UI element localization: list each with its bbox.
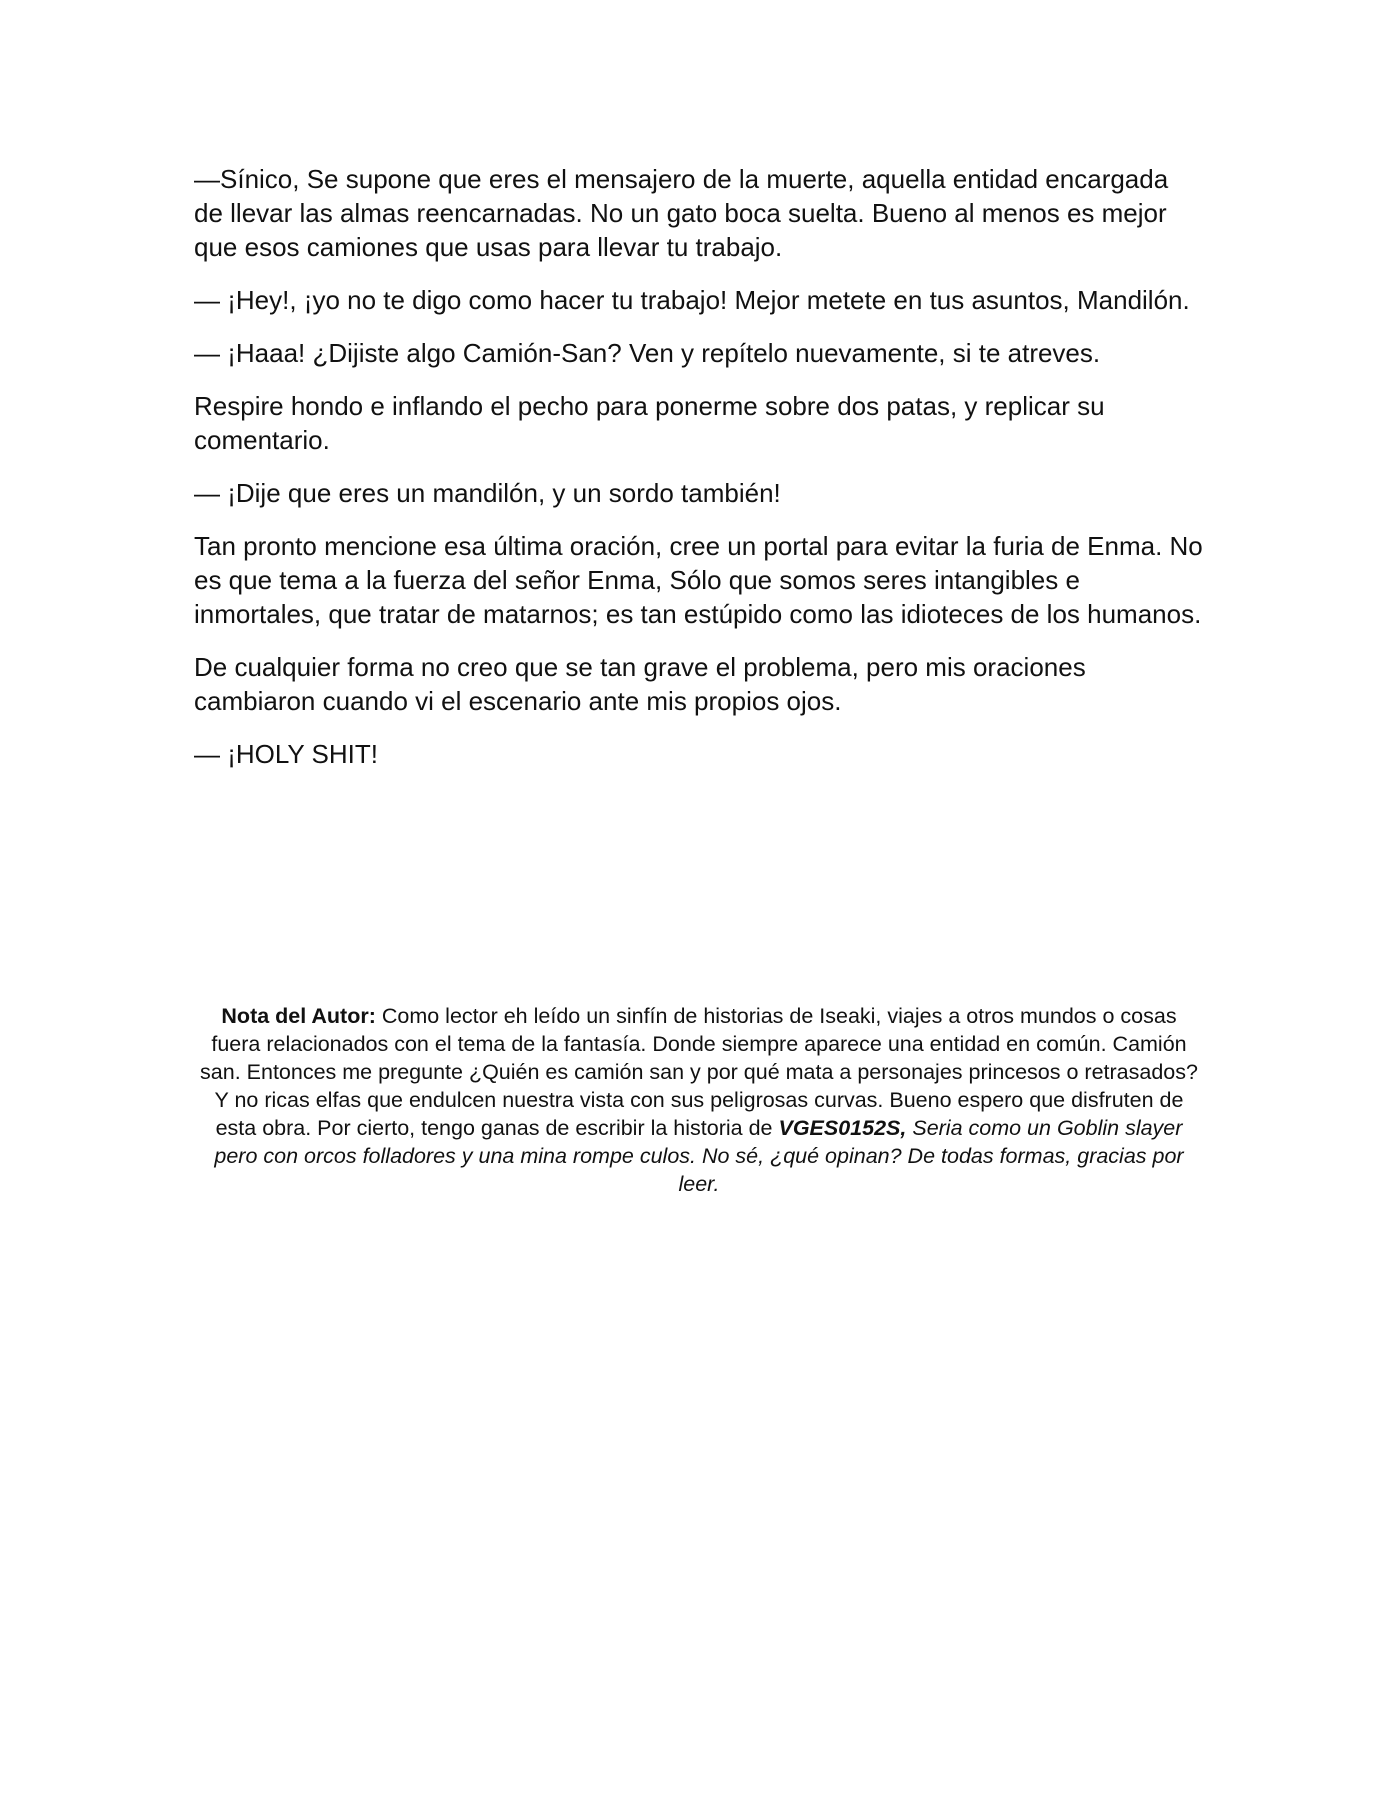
author-note-label: Nota del Autor: — [221, 1004, 376, 1028]
author-note-italic-text: Seria como un Goblin slayer pero con orcos folladores y una mina rompe culos. No sé, ¿qué opinan? De todas formas, gracias por leer. — [214, 1116, 1184, 1196]
paragraph: — ¡HOLY SHIT! — [194, 739, 378, 769]
paragraph: — ¡Haaa! ¿Dijiste algo Camión-San? Ven y repítelo nuevamente, si te atreves. — [194, 338, 1101, 368]
author-note-code: VGES0152S, — [778, 1116, 907, 1140]
author-note — [194, 1002, 1204, 1198]
paragraph: Respire hondo e inflando el pecho para ponerme sobre dos patas, y replicar su comentario. — [194, 391, 1105, 455]
story-text — [194, 162, 1204, 790]
paragraph: Tan pronto mencione esa última oración, cree un portal para evitar la furia de Enma. No es que tema a la fuerza del señor Enma, Sólo que somos seres intangibles e inmortales, que tratar de matarnos; es tan estúpido como las idioteces de los humanos. — [194, 531, 1203, 629]
paragraph: — ¡Dije que eres un mandilón, y un sordo también! — [194, 478, 781, 508]
paragraph: —Sínico, Se supone que eres el mensajero de la muerte, aquella entidad encargada de llevar las almas reencarnadas. No un gato boca suelta. Bueno al menos es mejor que esos camiones que usas para llevar tu trabajo. — [194, 164, 1169, 262]
paragraph: De cualquier forma no creo que se tan grave el problema, pero mis oraciones cambiaron cuando vi el escenario ante mis propios ojos. — [194, 652, 1086, 716]
paragraph: — ¡Hey!, ¡yo no te digo como hacer tu trabajo! Mejor metete en tus asuntos, Mandilón. — [194, 285, 1190, 315]
author-note-text: Como lector eh leído un sinfín de historias de Iseaki, viajes a otros mundos o cosas fuera relacionados con el tema de la fantasía. Donde siempre aparece una entidad en común. Camión san. Entonces me pregunte ¿Quién es camión san y por qué mata a personajes princesos o retrasados? Y no ricas elfas que endulcen nuestra vista con sus peligrosas curvas. Bueno espero que disfruten de esta obra. Por cierto, tengo ganas de escribir la historia de — [200, 1004, 1198, 1140]
